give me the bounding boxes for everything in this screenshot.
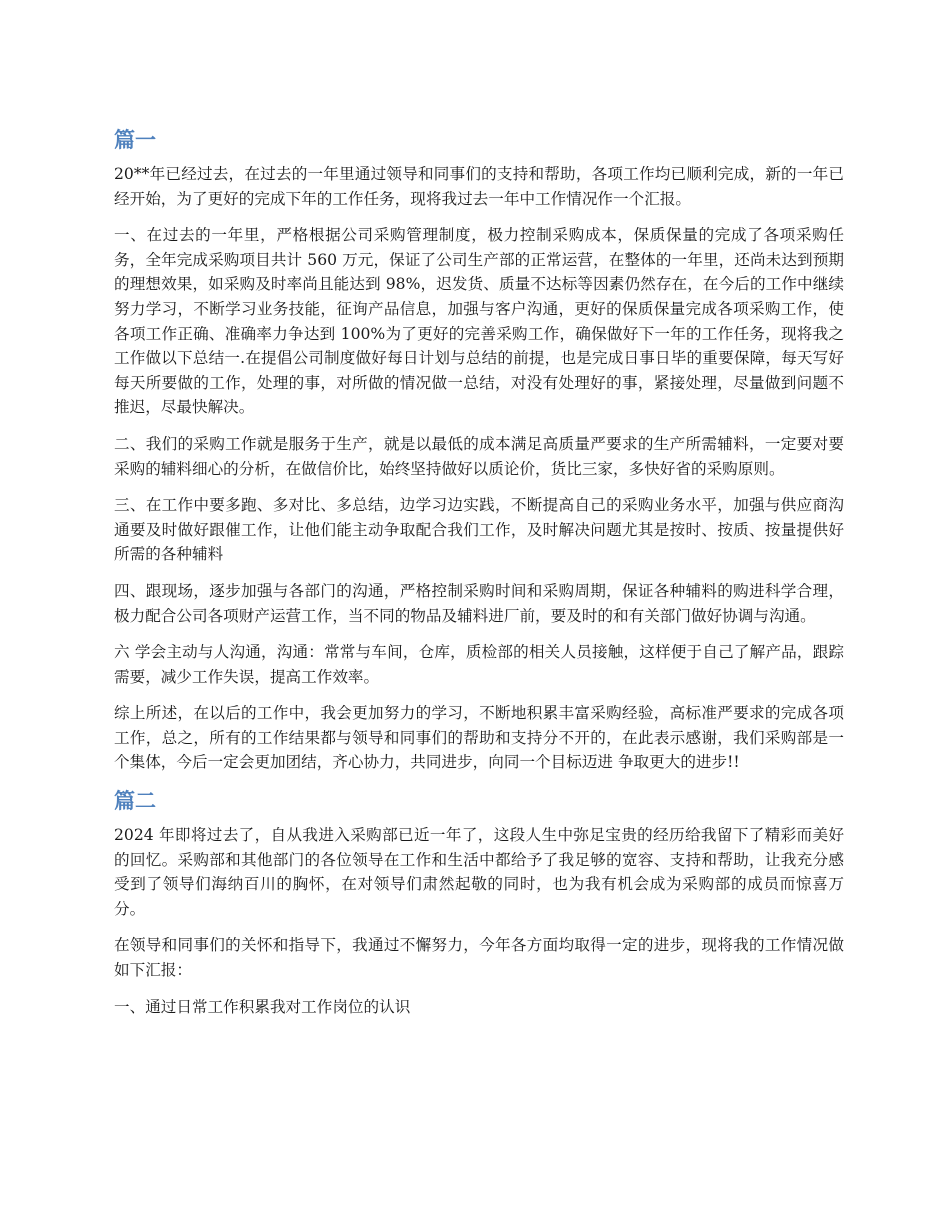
paragraph: 二、我们的采购工作就是服务于生产，就是以最低的成本满足高质量严要求的生产所需辅料，一定要对要采购的辅料细心的分析，在做信价比，始终坚持做好以质论价，货比三家，多快好省的采购原则。	[114, 434, 844, 478]
paragraph: 20**年已经过去，在过去的一年里通过领导和同事们的支持和帮助，各项工作均已顺利完成，新的一年已经开始，为了更好的完成下年的工作任务，现将我过去一年中工作情况作一个汇报。	[114, 165, 844, 208]
document-page	[114, 124, 844, 1031]
paragraph: 在领导和同事们的关怀和指导下，我通过不懈努力，今年各方面均取得一定的进步，现将我的工作情况做如下汇报：	[114, 936, 844, 980]
section-2	[114, 785, 844, 1019]
section-1	[114, 124, 844, 775]
section-title: 篇一	[114, 128, 156, 152]
paragraph: 四、跟现场，逐步加强与各部门的沟通，严格控制采购时间和采购周期，保证各种辅料的购进科学合理，极力配合公司各项财产运营工作，当不同的物品及辅料进厂前，要及时的和有关部门做好协调与沟通。	[114, 581, 844, 625]
section-title: 篇二	[114, 789, 156, 814]
paragraph: 一、在过去的一年里，严格根据公司采购管理制度，极力控制采购成本，保质保量的完成了各项采购任务，全年完成采购项目共计 560 万元，保证了公司生产部的正常运营，在整体的一年里，还尚未达到预期的理想效果，如采购及时率尚且能达到 98%，迟发货、质量不达标等因素仍然存在，在今后的工作中继续努力学习，不断学习业务技能，征询产品信息，加强与客户沟通，更好的保质保量完成各项采购工作，使各项工作正确、准确率力争达到 100%为了更好的完善采购工作，确保做好下一年的工作任务，现将我之工作做以下总结一.在提倡公司制度做好每日计划与总结的前提，也是完成日事日毕的重要保障，每天写好每天所要做的工作，处理的事，对所做的情况做一总结，对没有处理好的事，紧接处理，尽量做到问题不推迟，尽最快解决。	[114, 226, 844, 417]
paragraph: 2024 年即将过去了，自从我进入采购部已近一年了，这段人生中弥足宝贵的经历给我留下了精彩而美好的回忆。采购部和其他部门的各位领导在工作和生活中都给予了我足够的宽容、支持和帮助，让我充分感受到了领导们海纳百川的胸怀，在对领导们肃然起敬的同时，也为我有机会成为采购部的成员而惊喜万分。	[114, 826, 844, 918]
paragraph: 三、在工作中要多跑、多对比、多总结，边学习边实践，不断提高自己的采购业务水平，加强与供应商沟通要及时做好跟催工作，让他们能主动争取配合我们工作，及时解决问题尤其是按时、按质、按量提供好所需的各种辅料	[114, 496, 844, 564]
paragraph: 综上所述，在以后的工作中，我会更加努力的学习，不断地积累丰富采购经验，高标准严要求的完成各项工作，总之，所有的工作结果都与领导和同事们的帮助和支持分不开的，在此表示感谢，我们采购部是一个集体，今后一定会更加团结，齐心协力，共同进步，向同一个目标迈进 争取更大的进步!!	[114, 704, 844, 772]
paragraph: 六 学会主动与人沟通，沟通：常常与车间，仓库，质检部的相关人员接触，这样便于自己了解产品，跟踪需要，减少工作失误，提高工作效率。	[114, 643, 844, 686]
paragraph: 一、通过日常工作积累我对工作岗位的认识	[114, 997, 411, 1016]
